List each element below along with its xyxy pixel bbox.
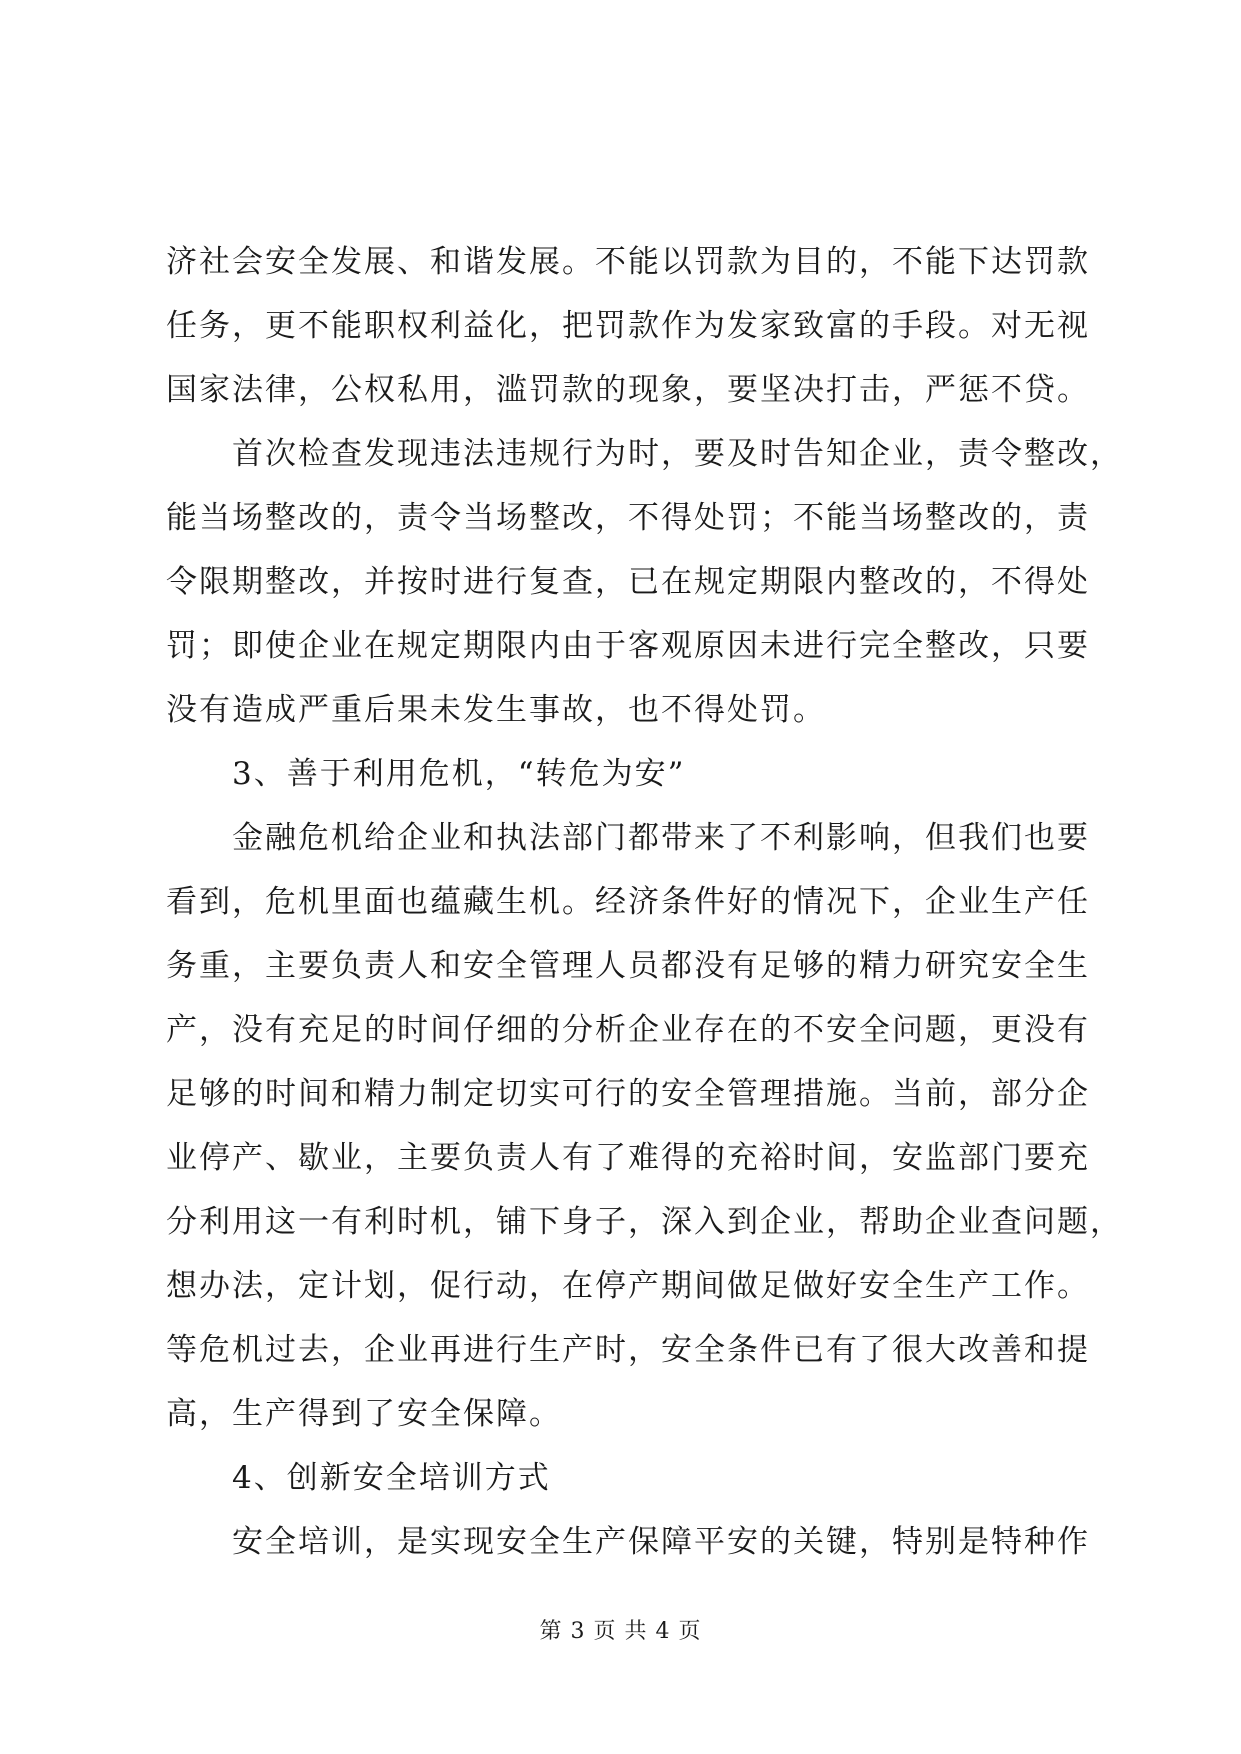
text-line: 国家法律，公权私用，滥罚款的现象，要坚决打击，严惩不贷。	[166, 372, 1090, 408]
text-line: 任务，更不能职权利益化，把罚款作为发家致富的手段。对无视	[166, 308, 1090, 344]
paragraph-last-line: 没有造成严重后果未发生事故，也不得处罚。	[166, 692, 826, 728]
section-heading: 4、创新安全培训方式	[232, 1460, 551, 1496]
text-line: 令限期整改，并按时进行复查，已在规定期限内整改的，不得处	[166, 564, 1090, 600]
page-number: 第 3 页 共 4 页	[539, 1619, 702, 1644]
paragraph-first-line: 安全培训，是实现安全生产保障平安的关键，特别是特种作	[232, 1524, 1090, 1560]
document-body	[166, 230, 1123, 1574]
paragraph-last-line: 高，生产得到了安全保障。	[166, 1396, 562, 1432]
section-heading: 3、善于利用危机，“转危为安”	[232, 756, 686, 792]
text-line: 产，没有充足的时间仔细的分析企业存在的不安全问题，更没有	[166, 1012, 1090, 1048]
text-line: 务重，主要负责人和安全管理人员都没有足够的精力研究安全生	[166, 948, 1090, 984]
text-line: 罚；即使企业在规定期限内由于客观原因未进行完全整改，只要	[166, 628, 1090, 664]
text-line: 足够的时间和精力制定切实可行的安全管理措施。当前，部分企	[166, 1076, 1090, 1112]
text-line: 济社会安全发展、和谐发展。不能以罚款为目的，不能下达罚款	[166, 244, 1090, 280]
paragraph-first-line: 首次检查发现违法违规行为时，要及时告知企业，责令整改，	[232, 436, 1123, 472]
paragraph-first-line: 金融危机给企业和执法部门都带来了不利影响，但我们也要	[232, 820, 1090, 856]
text-line: 想办法，定计划，促行动，在停产期间做足做好安全生产工作。	[166, 1268, 1090, 1304]
text-line: 等危机过去，企业再进行生产时，安全条件已有了很大改善和提	[166, 1332, 1090, 1368]
text-line: 看到，危机里面也蕴藏生机。经济条件好的情况下，企业生产任	[166, 884, 1090, 920]
text-line: 业停产、歇业，主要负责人有了难得的充裕时间，安监部门要充	[166, 1140, 1090, 1176]
text-line: 分利用这一有利时机，铺下身子，深入到企业，帮助企业查问题，	[166, 1204, 1123, 1240]
text-line: 能当场整改的，责令当场整改，不得处罚；不能当场整改的，责	[166, 500, 1090, 536]
